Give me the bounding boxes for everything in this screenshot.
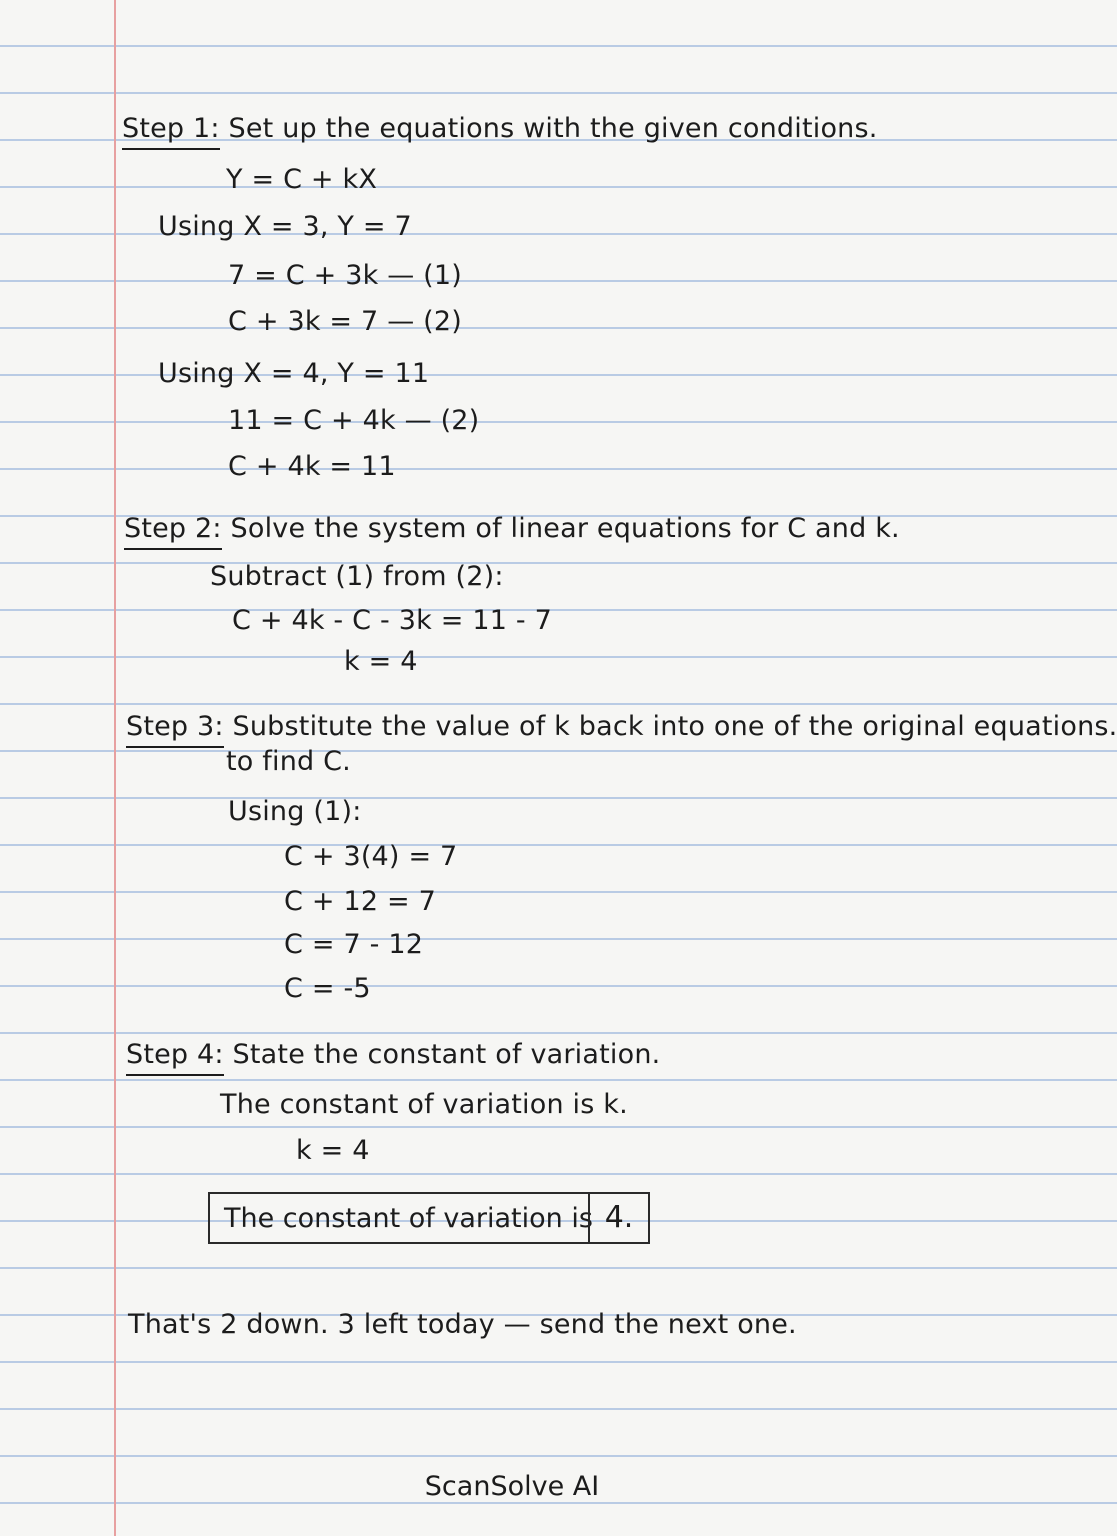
- step-2-title: Solve the system of linear equations for C and k.: [230, 513, 900, 544]
- step-1-equation-a1: 7 = C + 3k — (1): [228, 260, 463, 291]
- step-1-equation-b2: C + 4k = 11: [228, 451, 396, 482]
- step-3-label: Step 3:: [126, 712, 224, 748]
- final-answer-text: The constant of variation is: [224, 1203, 593, 1234]
- step-1-using-a: Using X = 3, Y = 7: [158, 211, 412, 242]
- step-3-title-continued: to find C.: [226, 746, 351, 777]
- step-3-equation-3: C = 7 - 12: [284, 929, 424, 960]
- step-4-equation: k = 4: [296, 1135, 370, 1166]
- step-1-heading: [122, 112, 878, 150]
- step-2-equation-1: C + 4k - C - 3k = 11 - 7: [232, 605, 552, 636]
- step-3-title: Substitute the value of k back into one of the original equations.: [232, 711, 1117, 742]
- final-answer-value: 4.: [588, 1194, 648, 1242]
- step-2-equation-2: k = 4: [344, 646, 418, 677]
- step-4-heading: [126, 1038, 660, 1076]
- step-2-heading: [124, 512, 900, 550]
- step-1-equation-a2: C + 3k = 7 — (2): [228, 306, 463, 337]
- final-answer-box: [208, 1192, 650, 1244]
- step-1-title: Set up the equations with the given conditions.: [228, 113, 878, 144]
- step-1-label: Step 1:: [122, 114, 220, 150]
- step-3-equation-2: C + 12 = 7: [284, 886, 436, 917]
- step-3-equation-1: C + 3(4) = 7: [284, 841, 458, 872]
- closing-message: That's 2 down. 3 left today — send the next one.: [128, 1309, 797, 1340]
- step-4-label: Step 4:: [126, 1040, 224, 1076]
- step-4-statement: The constant of variation is k.: [220, 1089, 628, 1120]
- step-3-using: Using (1):: [228, 796, 362, 827]
- step-2-label: Step 2:: [124, 514, 222, 550]
- step-1-equation-b1: 11 = C + 4k — (2): [228, 405, 480, 436]
- step-3-equation-4: C = -5: [284, 973, 371, 1004]
- notebook-margin-line: [114, 0, 116, 1536]
- step-1-formula: Y = C + kX: [226, 164, 378, 195]
- step-2-instruction: Subtract (1) from (2):: [210, 561, 504, 592]
- step-3-heading: [126, 710, 1117, 748]
- step-1-using-b: Using X = 4, Y = 11: [158, 358, 430, 389]
- step-4-title: State the constant of variation.: [232, 1039, 661, 1070]
- brand-footer: ScanSolve AI: [424, 1471, 600, 1502]
